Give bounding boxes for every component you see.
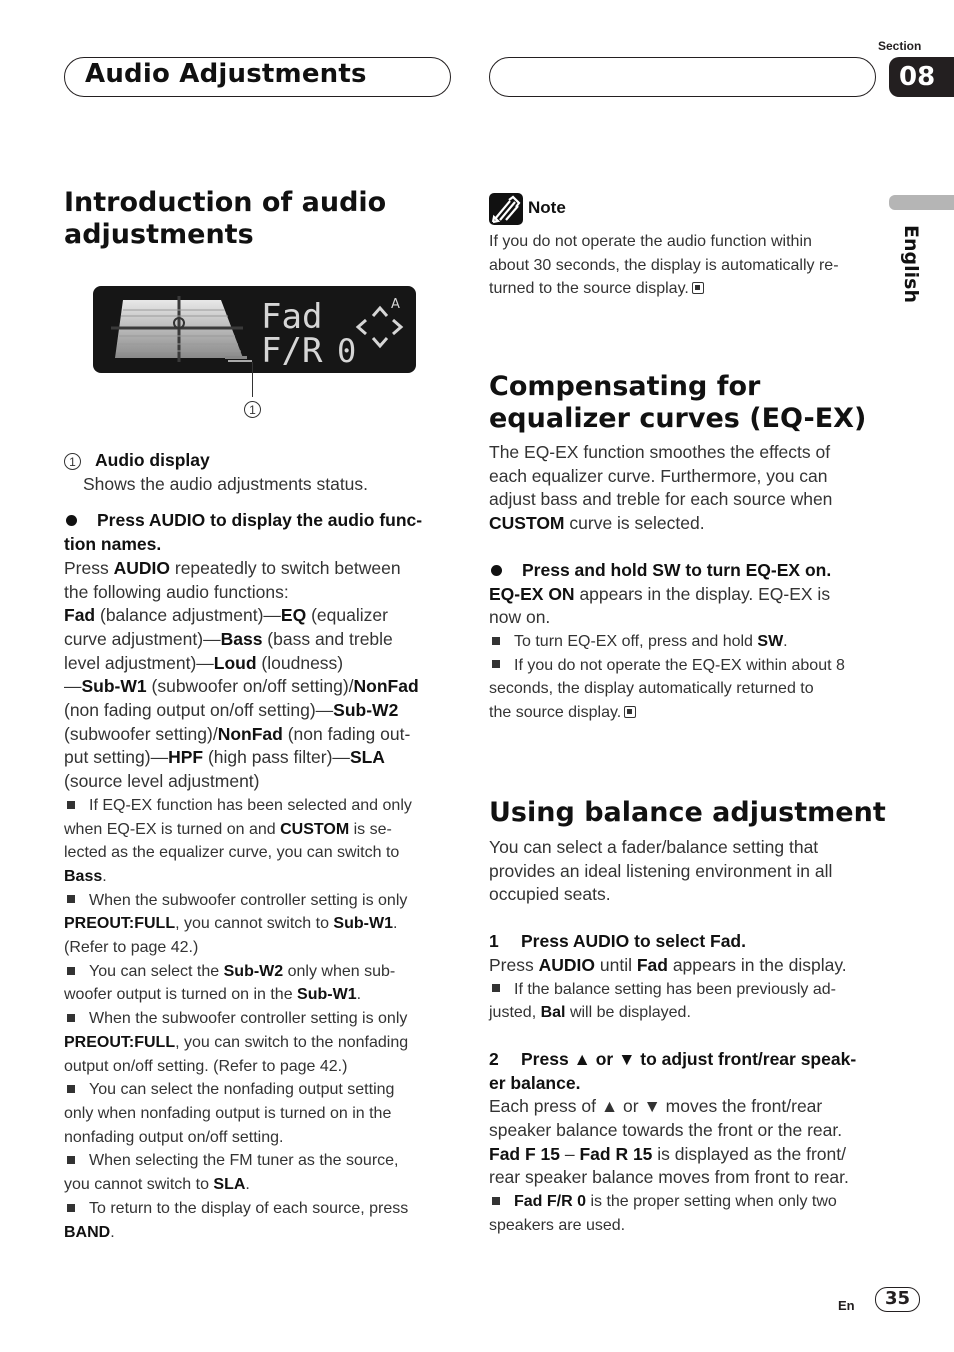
end-mark-icon bbox=[624, 706, 636, 718]
callout-line bbox=[252, 362, 253, 397]
step1-note: If the balance setting has been previously ad- justed, Bal will be displayed. bbox=[489, 980, 836, 1022]
language-label: English bbox=[900, 225, 922, 303]
lcd-text-fr: F/R bbox=[261, 331, 323, 371]
step2-number: 2 bbox=[489, 1048, 499, 1069]
square-bullet-icon bbox=[67, 895, 75, 903]
balance-body bbox=[489, 836, 884, 1238]
section-label: Section bbox=[878, 39, 922, 53]
step1-heading bbox=[489, 930, 884, 954]
eqex-timeout-note: If you do not operate the EQ-EX within about 8 seconds, the display automatically returned to the source display. bbox=[489, 656, 845, 722]
eqex-body bbox=[489, 441, 884, 725]
intro-body bbox=[64, 449, 454, 1244]
square-bullet-icon bbox=[492, 1197, 500, 1205]
press-audio-heading-line2: tion names. bbox=[64, 534, 162, 555]
lcd-text-value: 0 bbox=[337, 332, 357, 370]
note-band: To return to the display of each source, press BAND. bbox=[64, 1199, 409, 1241]
callout-indicator bbox=[228, 360, 252, 362]
bullet-dot-icon bbox=[66, 515, 77, 526]
note-preout-subw1: When the subwoofer controller setting is only PREOUT:FULL, you cannot switch to Sub-W1. (Refer to page 42.) bbox=[64, 891, 408, 957]
note-eqex-bass: If EQ-EX function has been selected and only when EQ-EX is turned on and CUSTOM is se- lected as the equalizer curve, you can switch to Bass. bbox=[64, 796, 412, 885]
square-bullet-icon bbox=[492, 984, 500, 992]
language-tab bbox=[889, 195, 954, 210]
note-subw2: You can select the Sub-W2 only when sub- woofer output is turned on in the Sub-W1. bbox=[64, 962, 396, 1004]
intro-heading bbox=[64, 187, 386, 251]
lcd-text-fad: Fad bbox=[261, 297, 323, 337]
step1-number: 1 bbox=[489, 931, 499, 952]
square-bullet-icon bbox=[67, 967, 75, 975]
callout-number: 1 bbox=[244, 401, 261, 419]
end-mark-icon bbox=[692, 282, 704, 294]
eqex-intro: The EQ-EX function smoothes the effects of each equalizer curve. Furthermore, you can adjust bass and treble for each source when CUSTOM curve is selected. bbox=[489, 442, 833, 534]
intro-heading-line1: Introduction of audio bbox=[64, 187, 387, 218]
step2-heading: 2 Press ▲ or ▼ to adjust front/rear speak- er balance. bbox=[489, 1048, 857, 1093]
callout-marker: 1 bbox=[64, 453, 81, 470]
step1-desc: Press AUDIO until Fad appears in the display. bbox=[489, 954, 847, 975]
note-pencil-icon bbox=[489, 193, 523, 225]
callout-title: Audio display bbox=[95, 450, 210, 470]
lcd-graphic bbox=[93, 286, 416, 373]
press-audio-desc: Press AUDIO repeatedly to switch between the following audio functions: Fad (balance adjustment)—EQ (equalizer curve adjustment)—Bass (bass and treble level adjustment)—Loud (loudness) —Sub-W1 (subwoofer on/off setting)/NonFad (non fading output on/off setting)—Sub-W2 (subwoofer setting)/NonFad (non fading out- put setting)—HPF (high pass filter)—SLA (source level adjustment) bbox=[64, 557, 419, 792]
square-bullet-icon bbox=[67, 1204, 75, 1212]
eqex-press-hold: Press and hold SW to turn EQ-EX on. bbox=[489, 559, 884, 583]
balance-heading: Using balance adjustment bbox=[489, 797, 886, 828]
square-bullet-icon bbox=[67, 1014, 75, 1022]
intro-heading-line2: adjustments bbox=[64, 219, 254, 250]
note-nonfading: You can select the nonfading output setting only when nonfading output is turned on in the nonfading output on/off setting. bbox=[64, 1081, 395, 1146]
note-text: If you do not operate the audio function within about 30 seconds, the display is automatically re- turned to the source display. bbox=[489, 233, 839, 298]
header-blank-frame bbox=[489, 57, 876, 97]
press-audio-heading-line1: Press AUDIO to display the audio func- bbox=[97, 510, 423, 531]
eqex-on-desc: EQ-EX ON appears in the display. EQ-EX is now on. bbox=[489, 583, 831, 628]
step2-desc: Each press of ▲ or ▼ moves the front/rear speaker balance towards the front or the rear. Fad F 15 – Fad R 15 is displayed as the front/ rear speaker balance moves from front to rear. bbox=[489, 1096, 849, 1188]
audio-lcd-display bbox=[93, 286, 416, 373]
section-number-badge: 08 bbox=[889, 57, 954, 97]
bullet-dot-icon bbox=[491, 565, 502, 576]
eqex-heading bbox=[489, 371, 866, 435]
callout-description: Shows the audio adjustments status. bbox=[83, 473, 369, 494]
note-label: Note bbox=[528, 198, 566, 217]
eqex-heading-line1: Compensating for bbox=[489, 371, 761, 402]
page-section-title: Audio Adjustments bbox=[85, 59, 367, 89]
svg-text:A: A bbox=[391, 297, 400, 312]
step2-note: Fad F/R 0 is the proper setting when only two speakers are used. bbox=[489, 1193, 837, 1234]
eqex-heading-line2: equalizer curves (EQ-EX) bbox=[489, 403, 867, 434]
square-bullet-icon bbox=[492, 637, 500, 645]
square-bullet-icon bbox=[67, 1156, 75, 1164]
lcd-arrows-icon bbox=[358, 308, 401, 346]
square-bullet-icon bbox=[67, 801, 75, 809]
step1-title: Press AUDIO to select Fad. bbox=[521, 931, 746, 952]
footer-language: En bbox=[838, 1298, 855, 1313]
note-fm-sla: When selecting the FM tuner as the source, you cannot switch to SLA. bbox=[64, 1152, 399, 1194]
square-bullet-icon bbox=[492, 660, 500, 668]
note-preout-nonfading: When the subwoofer controller setting is only PREOUT:FULL, you can switch to the nonfading output on/off setting. (Refer to page 42.) bbox=[64, 1010, 409, 1075]
balance-intro: You can select a fader/balance setting that provides an ideal listening environment in all occupied seats. bbox=[489, 837, 833, 905]
page-number: 35 bbox=[875, 1287, 920, 1312]
square-bullet-icon bbox=[67, 1085, 75, 1093]
eqex-off-note: To turn EQ-EX off, press and hold SW. bbox=[489, 630, 884, 654]
